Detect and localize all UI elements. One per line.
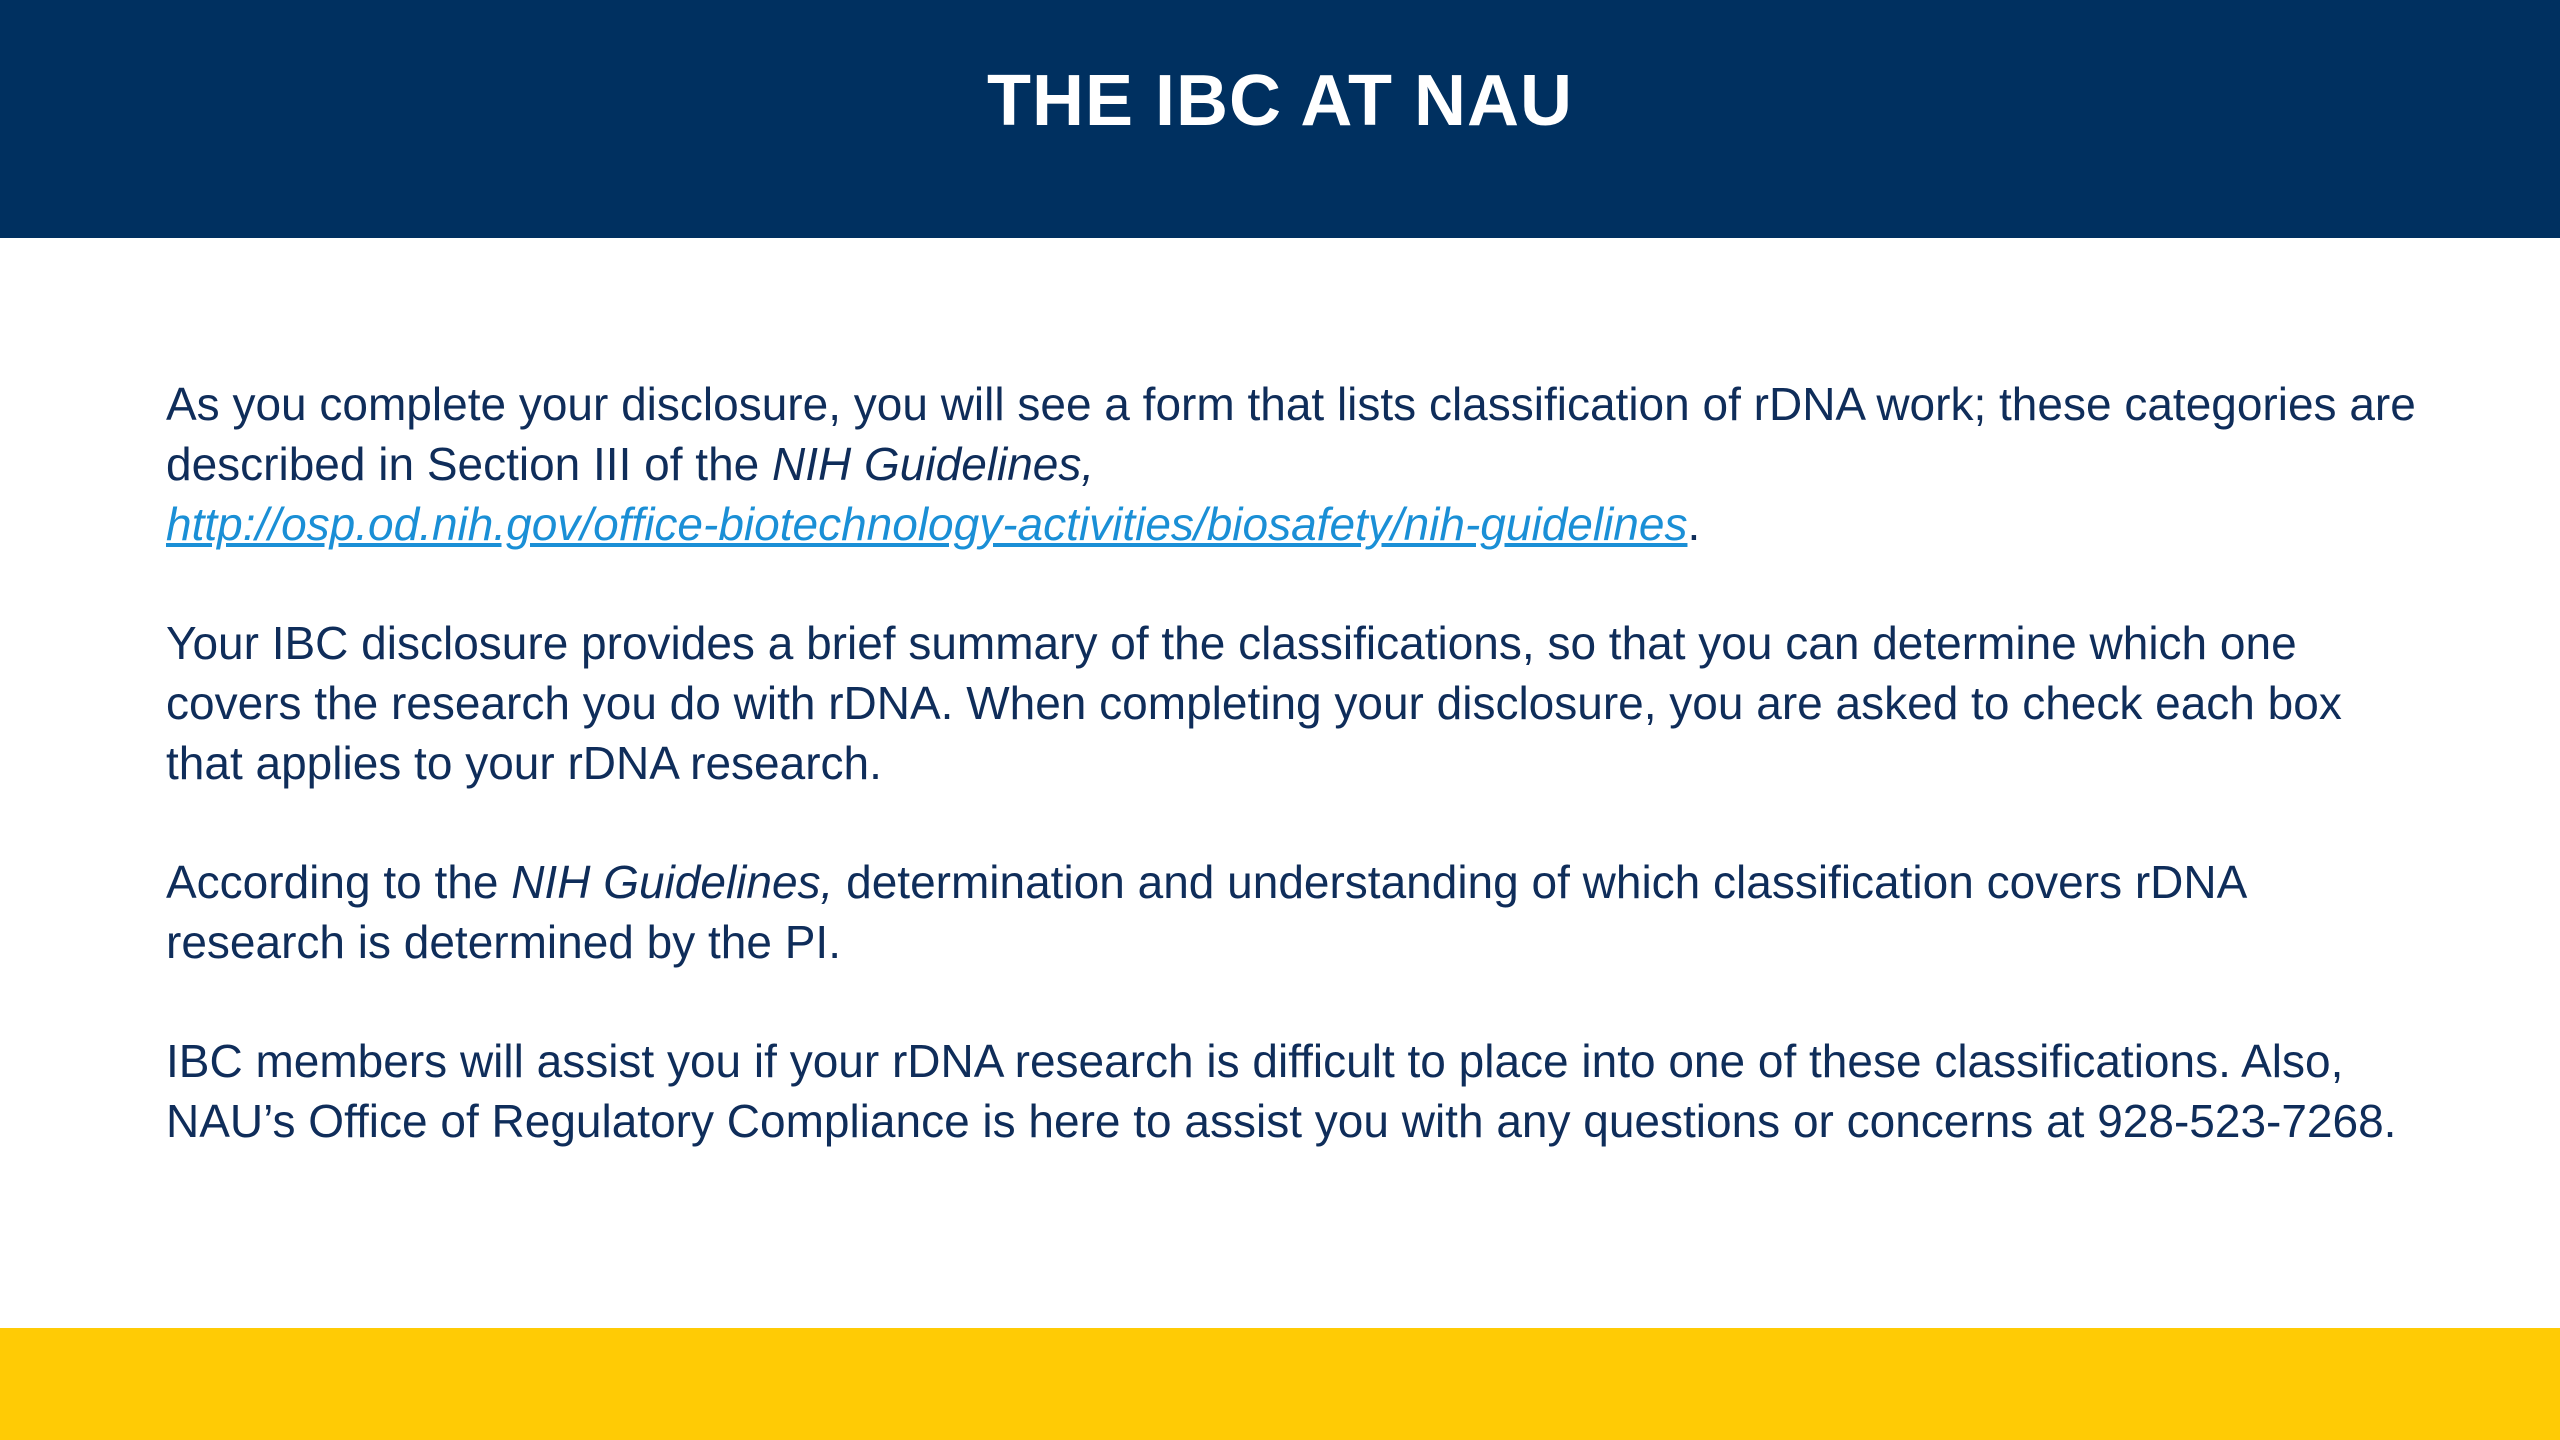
paragraph-1-text: As you complete your disclosure, you will see a form that lists classification of rDNA work; these categories are described in Section III of the	[166, 378, 2416, 490]
paragraph-3-text-b: determination and understanding of which classification covers rDNA research is determined by the PI.	[166, 856, 2245, 968]
header-bar	[0, 0, 2560, 238]
nih-guidelines-reference: NIH Guidelines,	[772, 438, 1095, 490]
paragraph-pi-determination	[166, 852, 2426, 972]
paragraph-classification-form	[166, 374, 2426, 554]
paragraph-3-text-a: According to the	[166, 856, 512, 908]
paragraph-assistance	[166, 1031, 2426, 1151]
paragraph-2-text: Your IBC disclosure provides a brief summary of the classifications, so that you can determine which one covers the research you do with rDNA. When completing your disclosure, you are asked to check each box that applies to your rDNA research.	[166, 617, 2342, 789]
slide-title: THE IBC AT NAU	[987, 61, 1573, 141]
footer-bar	[0, 1328, 2560, 1440]
paragraph-disclosure-summary	[166, 613, 2426, 793]
paragraph-4-text: IBC members will assist you if your rDNA research is difficult to place into one of these classifications. Also, NAU’s Office of Regulatory Compliance is here to assist you with any questions or concerns at 928-523-7268.	[166, 1035, 2397, 1147]
nih-guidelines-link[interactable]: http://osp.od.nih.gov/office-biotechnology-activities/biosafety/nih-guidelines	[166, 498, 1688, 550]
paragraph-1-end: .	[1687, 498, 1701, 550]
nih-guidelines-reference-2: NIH Guidelines,	[511, 856, 834, 908]
slide-content	[166, 374, 2426, 1151]
